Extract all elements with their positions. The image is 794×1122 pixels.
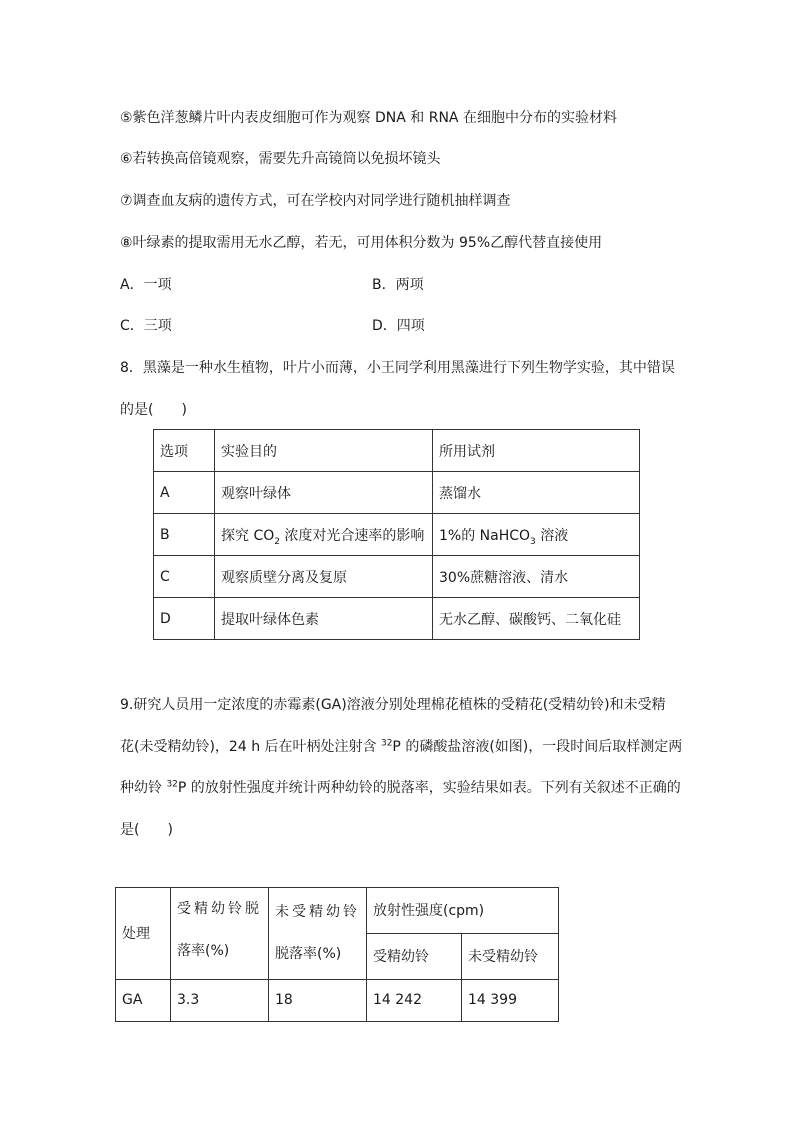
cell-option: A xyxy=(154,472,215,514)
header-radio-unfert: 未受精幼铃 xyxy=(462,933,559,979)
cell-reagent: 蒸馏水 xyxy=(433,472,640,514)
option-c: C．三项 xyxy=(120,318,172,334)
cell-purpose: 探究 $CO_2$ 浓度对光合速率的影响 xyxy=(215,514,433,556)
table-row xyxy=(154,556,640,598)
cell-reagent: 无水乙醇、碳酸钙、二氧化硅 xyxy=(433,598,640,640)
q9-stem-line2: 花(未受精幼铃)，24 h 后在叶柄处注射含 $^{32}$P 的磷酸盐溶液(如图)，一段时间后取样测定两 xyxy=(120,738,683,755)
cell-reagent: 30%蔗糖溶液、清水 xyxy=(433,556,640,598)
statement-8: ⑧叶绿素的提取需用无水乙醇，若无，可用体积分数为 95%乙醇代替直接使用 xyxy=(120,235,603,251)
table-row xyxy=(116,979,559,1021)
header-treatment: 处理 xyxy=(116,888,171,980)
cell-fert-rate: 3.3 xyxy=(171,979,269,1021)
statement-5: ⑤紫色洋葱鳞片叶内表皮细胞可作为观察 DNA 和 RNA 在细胞中分布的实验材料 xyxy=(120,110,617,126)
option-d: D．四项 xyxy=(372,318,425,334)
cell-radio-unfert: 14 399 xyxy=(462,979,559,1021)
header-radio-fert: 受精幼铃 xyxy=(367,933,462,979)
table-row xyxy=(154,598,640,640)
cell-option: D xyxy=(154,598,215,640)
cell-option: B xyxy=(154,514,215,556)
statement-7: ⑦调查血友病的遗传方式，可在学校内对同学进行随机抽样调查 xyxy=(120,193,511,209)
header-unfert-rate: 未受精幼铃 脱落率(%) xyxy=(269,888,367,980)
header-option: 选项 xyxy=(154,430,215,472)
q8-stem-line2: 的是( ) xyxy=(120,402,187,418)
cell-treatment: GA xyxy=(116,979,171,1021)
q9-stem-line4: 是( ) xyxy=(120,822,173,838)
q8-stem-line1: 8．黑藻是一种水生植物，叶片小而薄，小王同学利用黑藻进行下列生物学实验，其中错误 xyxy=(120,360,675,376)
statement-6: ⑥若转换高倍镜观察，需要先升高镜筒以免损坏镜头 xyxy=(120,151,441,167)
table-header-row xyxy=(116,888,559,934)
q9-stem-line3: 种幼铃 $^{32}$P 的放射性强度并统计两种幼铃的脱落率，实验结果如表。下列有关叙述不正确的 xyxy=(120,779,681,796)
cell-purpose: 观察叶绿体 xyxy=(215,472,433,514)
option-b: B．两项 xyxy=(372,277,424,293)
table-row xyxy=(154,514,640,556)
q9-stem-line1: 9.研究人员用一定浓度的赤霉素(GA)溶液分别处理棉花植株的受精花(受精幼铃)和未受精 xyxy=(120,697,666,713)
header-purpose: 实验目的 xyxy=(215,430,433,472)
option-a: A．一项 xyxy=(120,277,172,293)
table-header-row xyxy=(154,430,640,472)
header-reagent: 所用试剂 xyxy=(433,430,640,472)
q9-table xyxy=(115,887,559,1022)
cell-purpose: 观察质壁分离及复原 xyxy=(215,556,433,598)
cell-unfert-rate: 18 xyxy=(269,979,367,1021)
cell-reagent: 1%的 NaHCO$_3$ 溶液 xyxy=(433,514,640,556)
header-fert-rate: 受精幼铃脱 落率(%) xyxy=(171,888,269,980)
cell-option: C xyxy=(154,556,215,598)
table-row xyxy=(154,472,640,514)
cell-radio-fert: 14 242 xyxy=(367,979,462,1021)
q8-table xyxy=(153,429,640,640)
cell-purpose: 提取叶绿体色素 xyxy=(215,598,433,640)
header-radioactivity: 放射性强度(cpm) xyxy=(367,888,559,934)
